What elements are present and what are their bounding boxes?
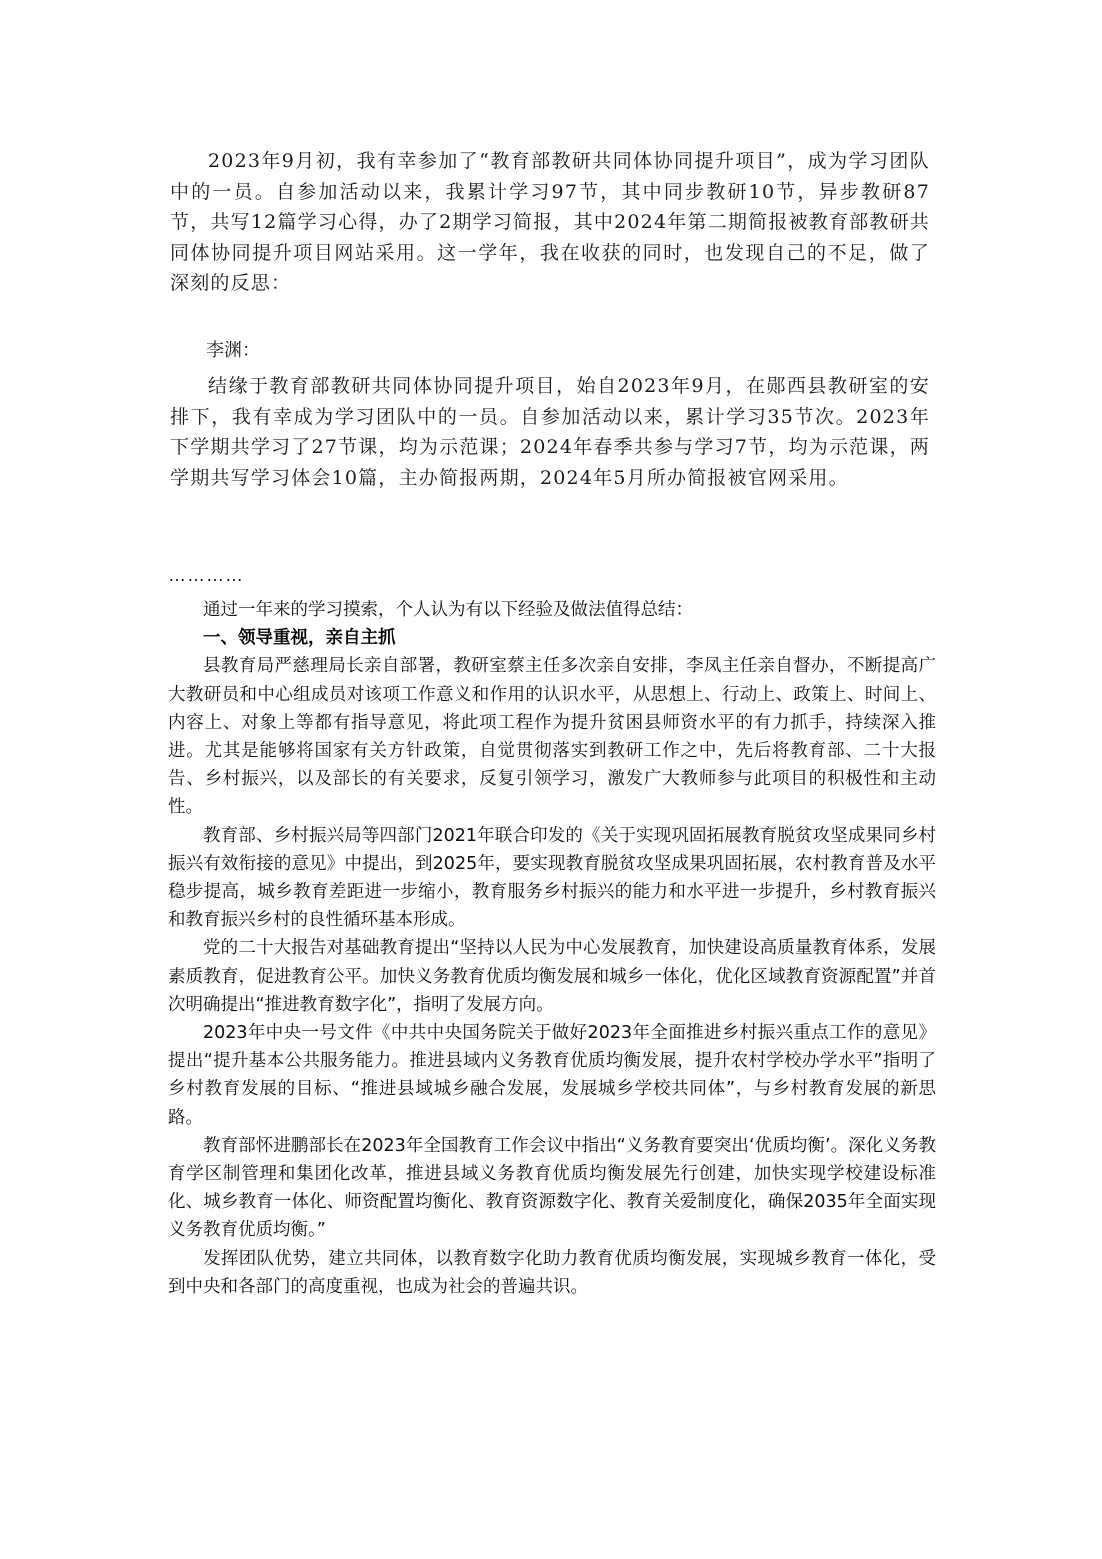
body-paragraph: 党的二十大报告对基础教育提出“坚持以人民为中心发展教育，加快建设高质量教育体系，发展素质教育，促进教育公平。加快义务教育优质均衡发展和城乡一体化，优化区域教育资源配置”并首次明确提出“推进教育数字化”，指明了发展方向。 <box>168 938 936 1015</box>
section-heading: 一、领导重视，亲自主抓 <box>203 628 396 649</box>
scanned-excerpt-1: 2023年9月初，我有幸参加了“教育部教研共同体协同提升项目”，成为学习团队中的一员。自参加活动以来，我累计学习97节，其中同步教研10节，异步教研87节，共写12篇学习心得，办了2期学习简报，其中2024年第二期简报被教育部教研共同体协同提升项目网站采用。这一学年，我在收获的同时，也发现自己的不足，做了深刻的反思： <box>170 150 930 294</box>
body-paragraph: 教育部、乡村振兴局等四部门2021年联合印发的《关于实现巩固拓展教育脱贫攻坚成果同乡村振兴有效衔接的意见》中提出，到2025年，要实现教育脱贫攻坚成果巩固拓展，农村教育普及水平稳步提高，城乡教育差距进一步缩小，教育服务乡村振兴的能力和水平进一步提升，乡村教育振兴和教育振兴乡村的良性循环基本形成。 <box>168 825 936 931</box>
body-paragraph: 2023年中央一号文件《中共中央国务院关于做好2023年全面推进乡村振兴重点工作的意见》提出“提升基本公共服务能力。推进县域内义务教育优质均衡发展，提升农村学校办学水平”指明了乡村教育发展的目标、“推进县域城乡融合发展，发展城乡学校共同体”，与乡村教育发展的新思路。 <box>168 1023 936 1128</box>
body-paragraph: 教育部怀进鹏部长在2023年全国教育工作会议中指出“义务教育要突出‘优质均衡’。深化义务教育学区制管理和集团化改革，推进县域义务教育优质均衡发展先行创建，加快实现学校建设标准化、城乡教育一体化、师资配置均衡化、教育资源数字化、教育关爱制度化，确保2035年全面实现义务教育优质均衡。” <box>168 1135 936 1241</box>
scanned-excerpt-2: 结缘于教育部教研共同体协同提升项目，始自2023年9月，在郧西县教研室的安排下，我有幸成为学习团队中的一员。自参加活动以来，累计学习35节次。2023年下学期共学习了27节课，均为示范课；2024年春季共参与学习7节，均为示范课，两学期共写学习体会10篇，主办简报两期，2024年5月所办简报被官网采用。 <box>170 375 930 489</box>
document-body <box>168 596 936 1301</box>
excerpt-author: 李渊： <box>206 340 260 361</box>
body-paragraph: 发挥团队优势，建立共同体，以教育数字化助力教育优质均衡发展，实现城乡教育一体化，受到中央和各部门的高度重视，也成为社会的普遍共识。 <box>168 1248 936 1297</box>
intro-paragraph: 通过一年来的学习摸索，个人认为有以下经验及做法值得总结： <box>203 600 693 620</box>
body-paragraph: 县教育局严慈理局长亲自部署，教研室蔡主任多次亲自安排，李凤主任亲自督办，不断提高广大教研员和中心组成员对该项工作意义和作用的认识水平，从思想上、行动上、政策上、时间上、内容上、对象上等都有指导意见，将此项工程作为提升贫困县师资水平的有力抓手，持续深入推进。尤其是能够将国家有关方针政策，自觉贯彻落实到教研工作之中，先后将教育部、二十大报告、乡村振兴，以及部长的有关要求，反复引领学习，激发广大教师参与此项目的积极性和主动性。 <box>168 656 936 818</box>
ellipsis-separator: ………… <box>168 565 244 585</box>
